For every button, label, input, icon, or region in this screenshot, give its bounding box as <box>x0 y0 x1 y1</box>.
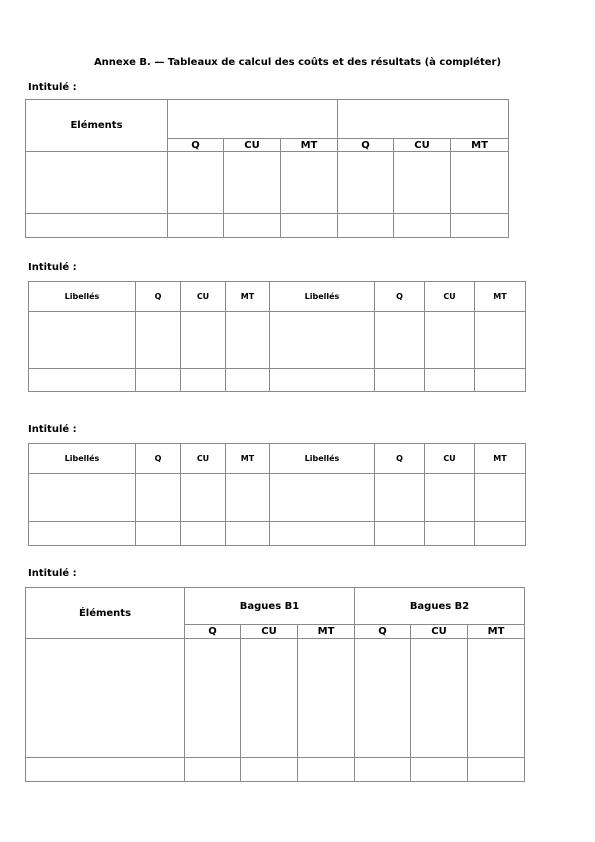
table-cell[interactable] <box>270 522 375 546</box>
table-cell[interactable] <box>136 312 181 369</box>
table-cell[interactable] <box>451 214 509 238</box>
table-cell[interactable] <box>29 312 136 369</box>
libelles-header: Libellés <box>270 444 375 474</box>
table-cell[interactable] <box>226 312 270 369</box>
col-header-cu: CU <box>394 139 451 152</box>
table-cell[interactable] <box>226 522 270 546</box>
libelles-header: Libellés <box>29 282 136 312</box>
intitule-label-2: Intitulé : <box>28 262 77 273</box>
table-cell[interactable] <box>411 758 468 782</box>
col-header-mt: MT <box>226 444 270 474</box>
table-row <box>26 214 509 238</box>
page-title: Annexe B. — Tableaux de calcul des coûts et des résultats (à compléter) <box>93 57 502 68</box>
table-cell[interactable] <box>136 522 181 546</box>
table-cell[interactable] <box>26 639 185 758</box>
table-cell[interactable] <box>468 758 525 782</box>
table-cell[interactable] <box>394 214 451 238</box>
table-row <box>29 474 526 522</box>
col-header-q: Q <box>338 139 394 152</box>
intitule-label-3: Intitulé : <box>28 424 77 435</box>
group-header-1[interactable] <box>168 100 338 139</box>
table-cell[interactable] <box>425 522 475 546</box>
table-cell[interactable] <box>136 474 181 522</box>
table-cell[interactable] <box>136 369 181 392</box>
col-header-mt: MT <box>451 139 509 152</box>
col-header-cu: CU <box>425 444 475 474</box>
table-cell[interactable] <box>338 152 394 214</box>
table-row <box>26 152 509 214</box>
table-row <box>26 758 525 782</box>
table-cell[interactable] <box>468 639 525 758</box>
table-cell[interactable] <box>168 152 224 214</box>
table-cell[interactable] <box>181 522 226 546</box>
table-cell[interactable] <box>226 369 270 392</box>
col-header-cu: CU <box>181 282 226 312</box>
elements-header: Éléments <box>26 588 185 639</box>
table-cell[interactable] <box>29 522 136 546</box>
table-cell[interactable] <box>270 312 375 369</box>
col-header-cu: CU <box>425 282 475 312</box>
col-header-q: Q <box>355 625 411 639</box>
calc-table-1 <box>25 99 509 238</box>
intitule-label-4: Intitulé : <box>28 568 77 579</box>
col-header-mt: MT <box>226 282 270 312</box>
col-header-q: Q <box>136 282 181 312</box>
group-header-2[interactable] <box>338 100 509 139</box>
table-cell[interactable] <box>475 312 526 369</box>
table-cell[interactable] <box>298 758 355 782</box>
col-header-mt: MT <box>475 282 526 312</box>
col-header-mt: MT <box>475 444 526 474</box>
table-cell[interactable] <box>181 474 226 522</box>
col-header-q: Q <box>375 282 425 312</box>
table-cell[interactable] <box>375 522 425 546</box>
calc-table-3 <box>28 443 526 546</box>
table-cell[interactable] <box>168 214 224 238</box>
table-cell[interactable] <box>270 474 375 522</box>
table-cell[interactable] <box>475 522 526 546</box>
col-header-q: Q <box>185 625 241 639</box>
table-cell[interactable] <box>375 369 425 392</box>
table-cell[interactable] <box>475 474 526 522</box>
group-header-bagues-b2: Bagues B2 <box>355 588 525 625</box>
table-row <box>29 312 526 369</box>
elements-header: Eléments <box>26 100 168 152</box>
table-cell[interactable] <box>26 214 168 238</box>
table-cell[interactable] <box>181 312 226 369</box>
table-cell[interactable] <box>425 369 475 392</box>
table-cell[interactable] <box>281 214 338 238</box>
col-header-cu: CU <box>181 444 226 474</box>
table-cell[interactable] <box>394 152 451 214</box>
col-header-q: Q <box>168 139 224 152</box>
calc-table-4 <box>25 587 525 782</box>
col-header-q: Q <box>136 444 181 474</box>
table-cell[interactable] <box>29 474 136 522</box>
table-cell[interactable] <box>26 758 185 782</box>
table-cell[interactable] <box>26 152 168 214</box>
table-cell[interactable] <box>375 474 425 522</box>
table-cell[interactable] <box>411 639 468 758</box>
col-header-mt: MT <box>298 625 355 639</box>
table-cell[interactable] <box>425 474 475 522</box>
table-cell[interactable] <box>224 152 281 214</box>
table-cell[interactable] <box>241 758 298 782</box>
col-header-cu: CU <box>411 625 468 639</box>
libelles-header: Libellés <box>270 282 375 312</box>
table-row <box>29 369 526 392</box>
col-header-cu: CU <box>241 625 298 639</box>
table-cell[interactable] <box>226 474 270 522</box>
table-cell[interactable] <box>355 639 411 758</box>
group-header-bagues-b1: Bagues B1 <box>185 588 355 625</box>
col-header-mt: MT <box>468 625 525 639</box>
table-cell[interactable] <box>425 312 475 369</box>
intitule-label-1: Intitulé : <box>28 82 77 93</box>
table-cell[interactable] <box>355 758 411 782</box>
table-cell[interactable] <box>181 369 226 392</box>
table-cell[interactable] <box>224 214 281 238</box>
table-cell[interactable] <box>185 639 241 758</box>
calc-table-2 <box>28 281 526 392</box>
col-header-cu: CU <box>224 139 281 152</box>
table-cell[interactable] <box>281 152 338 214</box>
table-cell[interactable] <box>375 312 425 369</box>
table-cell[interactable] <box>338 214 394 238</box>
table-cell[interactable] <box>451 152 509 214</box>
table-cell[interactable] <box>185 758 241 782</box>
table-cell[interactable] <box>475 369 526 392</box>
table-cell[interactable] <box>29 369 136 392</box>
table-cell[interactable] <box>298 639 355 758</box>
table-cell[interactable] <box>270 369 375 392</box>
table-row <box>26 639 525 758</box>
table-row <box>29 522 526 546</box>
table-cell[interactable] <box>241 639 298 758</box>
libelles-header: Libellés <box>29 444 136 474</box>
col-header-q: Q <box>375 444 425 474</box>
col-header-mt: MT <box>281 139 338 152</box>
